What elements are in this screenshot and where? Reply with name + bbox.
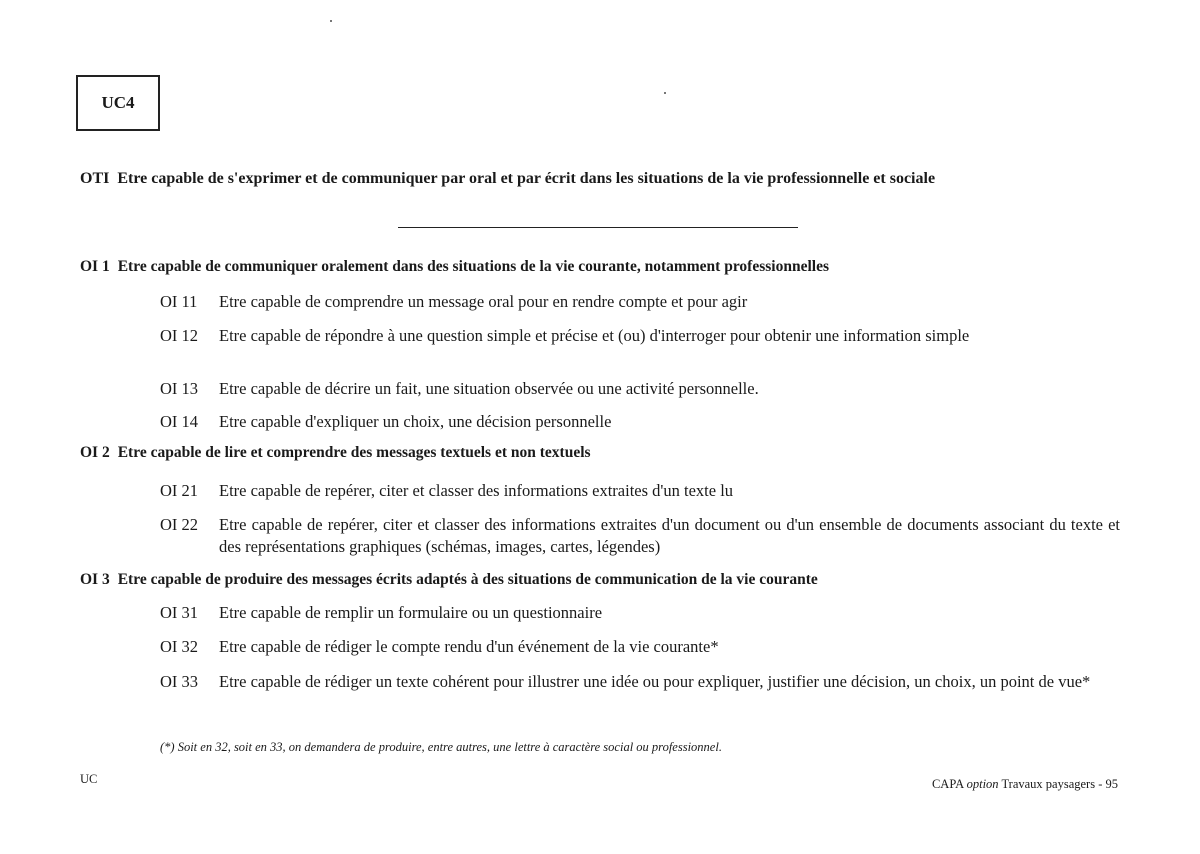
sub-objective-text: Etre capable de répondre à une question simple et précise et (ou) d'interroger pour obtenir une information simple	[219, 326, 970, 345]
sub-objective	[160, 636, 1120, 658]
sub-objective	[160, 378, 1120, 400]
sub-objective-code: OI 21	[160, 481, 199, 500]
objective-heading	[80, 569, 1125, 591]
objective-heading	[80, 442, 1125, 464]
scan-speck	[664, 92, 666, 94]
sub-objective-code: OI 12	[160, 326, 199, 345]
footnote: (*) Soit en 32, soit en 33, on demandera de produire, entre autres, une lettre à caractère social ou professionnel.	[160, 740, 722, 754]
oti-code: OTI	[80, 170, 110, 187]
unit-label: UC4	[101, 93, 135, 112]
terminal-objective	[80, 168, 1125, 190]
sub-objective	[160, 602, 1120, 624]
oti-text: Etre capable de s'exprimer et de communiquer par oral et par écrit dans les situations de la vie professionnelle et sociale	[117, 170, 936, 187]
objective-title: Etre capable de lire et comprendre des messages textuels et non textuels	[117, 444, 591, 461]
sub-objective-text: Etre capable de rédiger un texte cohérent pour illustrer une idée ou pour expliquer, justifier une décision, un choix, un point de vue*	[219, 672, 1091, 691]
sub-objective	[160, 514, 1120, 558]
footer-italic: option	[966, 777, 999, 791]
objective-title: Etre capable de communiquer oralement dans des situations de la vie courante, notamment professionnelles	[117, 258, 829, 275]
sub-objective	[160, 325, 1120, 347]
footer-suffix: Travaux paysagers - 95	[1001, 777, 1118, 791]
objective-title: Etre capable de produire des messages écrits adaptés à des situations de communication de la vie courante	[117, 571, 818, 588]
sub-objective	[160, 411, 1120, 433]
sub-objective-text: Etre capable de comprendre un message oral pour en rendre compte et pour agir	[219, 292, 748, 311]
sub-objective-code: OI 14	[160, 412, 199, 431]
sub-objective-text: Etre capable de remplir un formulaire ou un questionnaire	[219, 603, 603, 622]
sub-objective	[160, 480, 1120, 502]
sub-objective-text: Etre capable de rédiger le compte rendu d'un événement de la vie courante*	[219, 637, 719, 656]
sub-objective-code: OI 11	[160, 292, 198, 311]
footer-page-info	[932, 777, 1118, 792]
objective-code: OI 2	[80, 444, 110, 461]
sub-objective-code: OI 32	[160, 637, 199, 656]
sub-objective-text: Etre capable de repérer, citer et classer des informations extraites d'un texte lu	[219, 481, 734, 500]
sub-objective-code: OI 33	[160, 672, 199, 691]
sub-objective	[160, 291, 1120, 313]
sub-objective-text: Etre capable d'expliquer un choix, une décision personnelle	[219, 412, 612, 431]
separator-rule	[398, 227, 798, 228]
sub-objective-code: OI 22	[160, 515, 199, 534]
sub-objective-code: OI 13	[160, 379, 199, 398]
sub-objective-text: Etre capable de décrire un fait, une situation observée ou une activité personnelle.	[219, 379, 759, 398]
objective-heading	[80, 256, 1125, 278]
footer-prefix: CAPA	[931, 777, 964, 791]
scan-speck	[330, 20, 332, 22]
sub-objective	[160, 671, 1120, 693]
objective-code: OI 1	[80, 258, 110, 275]
objective-code: OI 3	[80, 571, 110, 588]
footer-left: UC	[80, 772, 98, 786]
unit-label-box	[76, 75, 160, 131]
sub-objective-code: OI 31	[160, 603, 199, 622]
sub-objective-text: Etre capable de repérer, citer et classer des informations extraites d'un document ou d'un ensemble de documents associant du texte et des représentations graphiques (schémas, images, cartes, légendes)	[219, 515, 1120, 556]
